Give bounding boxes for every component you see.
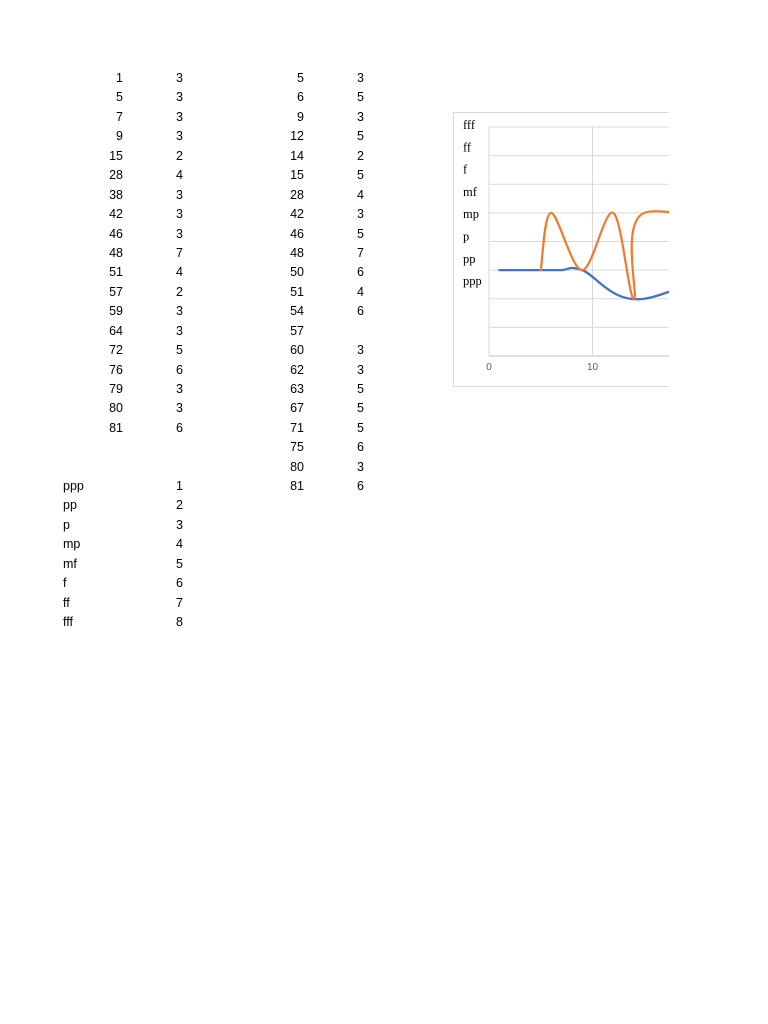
cell-col-1[interactable]: f xyxy=(63,576,67,591)
cell-col-2[interactable]: 2 xyxy=(357,148,364,163)
cell-col-1[interactable]: 51 xyxy=(109,265,123,280)
cell-col-1[interactable]: 5 xyxy=(116,90,123,105)
cell-col-1[interactable]: 57 xyxy=(290,323,304,338)
cell-col-1[interactable]: 15 xyxy=(109,148,123,163)
cell-col-2[interactable]: 2 xyxy=(176,284,183,299)
cell-col-1[interactable]: 9 xyxy=(297,109,304,124)
cell-col-1[interactable]: ff xyxy=(63,595,70,610)
cell-col-2[interactable]: 3 xyxy=(357,207,364,222)
cell-col-1[interactable]: 12 xyxy=(290,129,304,144)
cell-col-1[interactable]: 62 xyxy=(290,362,304,377)
cell-col-2[interactable]: 4 xyxy=(176,168,183,183)
cell-col-2[interactable]: 4 xyxy=(176,537,183,552)
cell-col-2[interactable]: 8 xyxy=(176,615,183,630)
cell-col-2[interactable]: 5 xyxy=(357,420,364,435)
cell-col-2[interactable]: 5 xyxy=(357,226,364,241)
x-tick-label: 0 xyxy=(486,362,492,373)
cell-col-1[interactable]: 81 xyxy=(290,479,304,494)
cell-col-1[interactable]: 57 xyxy=(109,284,123,299)
cell-col-2[interactable]: 5 xyxy=(357,401,364,416)
cell-col-2[interactable]: 6 xyxy=(176,420,183,435)
cell-col-1[interactable]: 14 xyxy=(290,148,304,163)
cell-col-1[interactable]: 54 xyxy=(290,304,304,319)
cell-col-1[interactable]: 71 xyxy=(290,420,304,435)
cell-col-1[interactable]: ppp xyxy=(63,479,84,493)
cell-col-1[interactable]: 51 xyxy=(290,284,304,299)
cell-col-2[interactable]: 7 xyxy=(176,595,183,610)
cell-col-2[interactable]: 3 xyxy=(357,362,364,377)
cell-col-2[interactable]: 5 xyxy=(176,343,183,358)
cell-col-1[interactable]: p xyxy=(63,517,70,532)
cell-col-2[interactable]: 6 xyxy=(357,440,364,455)
cell-col-2[interactable]: 5 xyxy=(357,168,364,183)
cell-col-2[interactable]: 4 xyxy=(176,265,183,280)
cell-col-1[interactable]: 28 xyxy=(109,168,123,183)
cell-col-2[interactable]: 5 xyxy=(357,382,364,396)
cell-col-1[interactable]: 5 xyxy=(297,71,304,85)
y-category-label: f xyxy=(463,162,468,177)
cell-col-2[interactable]: 4 xyxy=(357,284,364,299)
cell-col-1[interactable]: 38 xyxy=(109,187,123,202)
cell-col-2[interactable]: 3 xyxy=(357,71,364,85)
cell-col-1[interactable]: 80 xyxy=(290,459,304,474)
cell-col-1[interactable]: 64 xyxy=(109,323,123,338)
y-category-label: ppp xyxy=(463,274,482,289)
cell-col-2[interactable]: 3 xyxy=(176,226,183,241)
cell-col-1[interactable]: mp xyxy=(63,537,81,552)
cell-col-2[interactable]: 3 xyxy=(176,109,183,124)
cell-col-1[interactable]: 46 xyxy=(109,226,123,241)
y-category-label: pp xyxy=(463,251,476,266)
cell-col-2[interactable]: 5 xyxy=(357,90,364,105)
cell-col-2[interactable]: 6 xyxy=(176,362,183,377)
cell-col-2[interactable]: 3 xyxy=(176,207,183,222)
y-category-label: ff xyxy=(463,140,472,155)
cell-col-2[interactable]: 3 xyxy=(176,323,183,338)
cell-col-2[interactable]: 3 xyxy=(176,517,183,532)
cell-col-2[interactable]: 6 xyxy=(176,576,183,591)
cell-col-2[interactable]: 3 xyxy=(176,401,183,416)
cell-col-1[interactable]: 79 xyxy=(109,382,123,396)
cell-col-2[interactable]: 6 xyxy=(357,479,364,494)
cell-col-1[interactable]: 81 xyxy=(109,420,123,435)
cell-col-1[interactable]: 28 xyxy=(290,187,304,202)
cell-col-1[interactable]: 75 xyxy=(290,440,304,455)
cell-col-1[interactable]: 67 xyxy=(290,401,304,416)
cell-col-1[interactable]: 76 xyxy=(109,362,123,377)
cell-col-1[interactable]: 46 xyxy=(290,226,304,241)
cell-col-2[interactable]: 3 xyxy=(176,304,183,319)
cell-col-2[interactable]: 3 xyxy=(176,71,183,85)
cell-col-1[interactable]: pp xyxy=(63,498,77,513)
y-category-label: mp xyxy=(463,207,479,222)
cell-col-2[interactable]: 7 xyxy=(357,245,364,260)
cell-col-2[interactable]: 6 xyxy=(357,304,364,319)
cell-col-2[interactable]: 3 xyxy=(176,382,183,396)
cell-col-1[interactable]: 1 xyxy=(116,71,123,85)
cell-col-2[interactable]: 3 xyxy=(176,129,183,144)
y-category-label: mf xyxy=(463,184,477,199)
chart-canvas xyxy=(454,113,669,386)
cell-col-2[interactable]: 2 xyxy=(176,148,183,163)
cell-col-1[interactable]: 60 xyxy=(290,343,304,358)
cell-col-1[interactable]: mf xyxy=(63,556,77,571)
cell-col-2[interactable]: 5 xyxy=(357,129,364,144)
cell-col-1[interactable]: 7 xyxy=(116,109,123,124)
cell-col-1[interactable]: 15 xyxy=(290,168,304,183)
cell-col-2[interactable]: 2 xyxy=(176,498,183,513)
y-category-label: p xyxy=(463,229,470,244)
cell-col-1[interactable]: 9 xyxy=(116,129,123,144)
cell-col-2[interactable]: 1 xyxy=(176,479,183,493)
cell-col-2[interactable]: 4 xyxy=(357,187,364,202)
cell-col-1[interactable]: 80 xyxy=(109,401,123,416)
cell-col-2[interactable]: 3 xyxy=(176,90,183,105)
cell-col-1[interactable]: 72 xyxy=(109,343,123,358)
cell-col-1[interactable]: 42 xyxy=(109,207,123,222)
cell-col-2[interactable]: 3 xyxy=(357,343,364,358)
cell-col-1[interactable]: 48 xyxy=(290,245,304,260)
cell-col-1[interactable]: 63 xyxy=(290,382,304,396)
cell-col-2[interactable]: 3 xyxy=(357,459,364,474)
line-chart[interactable] xyxy=(453,112,669,387)
cell-col-2[interactable]: 3 xyxy=(176,187,183,202)
cell-col-2[interactable]: 6 xyxy=(357,265,364,280)
cell-col-1[interactable]: fff xyxy=(63,615,73,630)
cell-col-1[interactable]: 50 xyxy=(290,265,304,280)
cell-col-1[interactable]: 6 xyxy=(297,90,304,105)
y-category-label: fff xyxy=(463,118,476,132)
cell-col-2[interactable]: 3 xyxy=(357,109,364,124)
cell-col-2[interactable]: 5 xyxy=(176,556,183,571)
cell-col-2[interactable]: 7 xyxy=(176,245,183,260)
cell-col-1[interactable]: 59 xyxy=(109,304,123,319)
cell-col-1[interactable]: 48 xyxy=(109,245,123,260)
x-tick-label: 10 xyxy=(586,362,599,373)
cell-col-1[interactable]: 42 xyxy=(290,207,304,222)
